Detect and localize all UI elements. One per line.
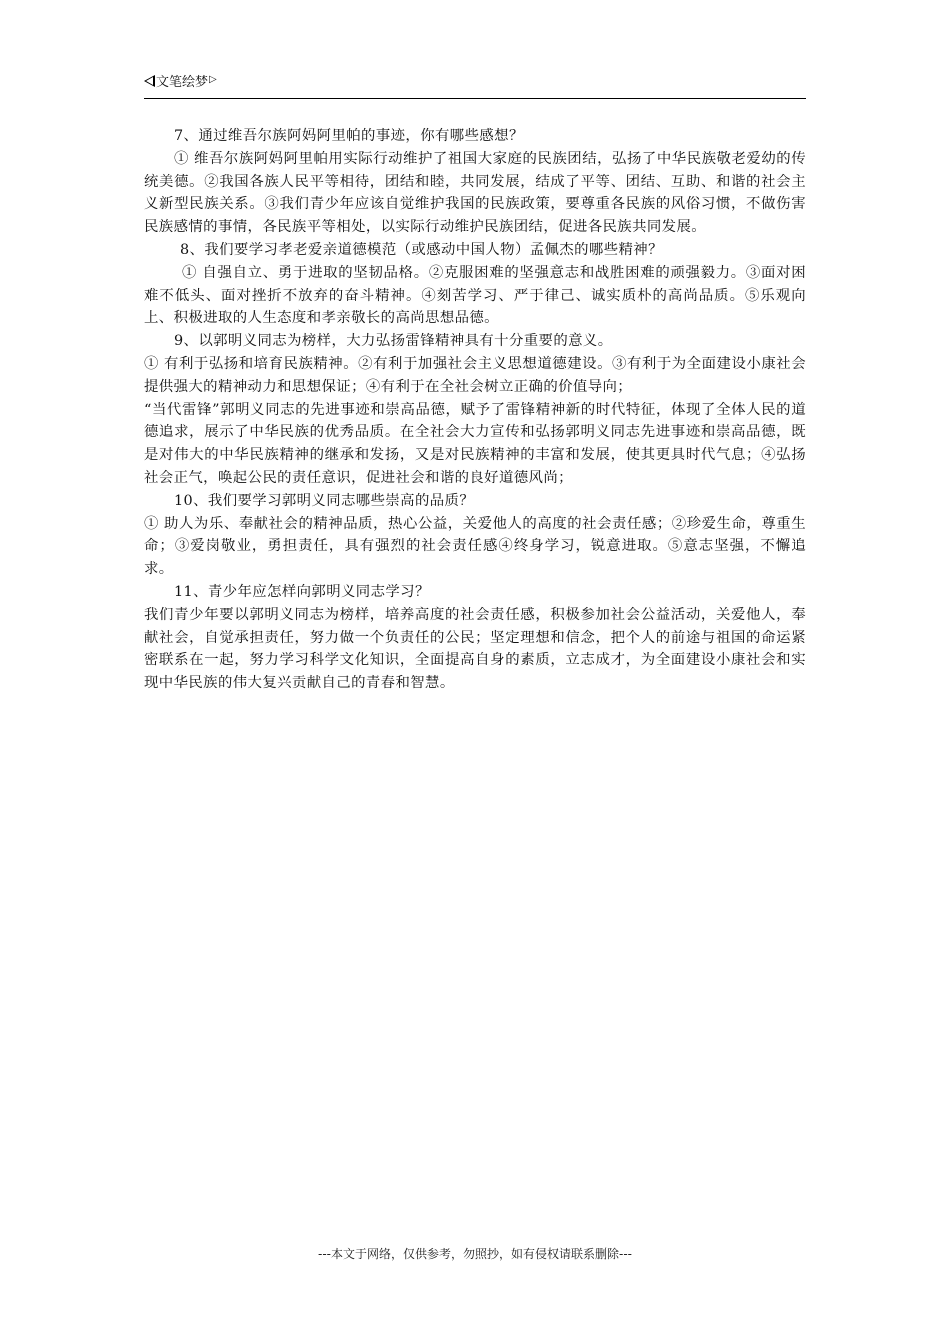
page-footer-disclaimer: ---本文于网络，仅供参考，勿照抄，如有侵权请联系删除---: [318, 1247, 632, 1261]
question-10: 10、我们要学习郭明义同志哪些崇高的品质？: [174, 492, 475, 509]
triangle-left-icon: [144, 75, 155, 87]
answer-9: ① 有利于弘扬和培育民族精神。②有利于加强社会主义思想道德建设。③有利于为全面建设小康社会提供强大的精神动力和思想保证；④有利于在全社会树立正确的价值导向；: [144, 355, 806, 395]
header-title-text: 文笔绘梦: [156, 75, 209, 90]
header-brand: [144, 74, 217, 93]
answer-9-extra: “当代雷锋”郭明义同志的先进事迹和崇高品德，赋予了雷锋精神新的时代特征，体现了全体人民的道德追求，展示了中华民族的优秀品质。在全社会大力宣传和弘扬郭明义同志先进事迹和崇高品德，既是对伟大的中华民族精神的继承和发扬，又是对民族精神的丰富和发展，使其更具时代气息；④弘扬社会正气，唤起公民的责任意识，促进社会和谐的良好道德风尚；: [144, 401, 806, 486]
answer-7: ① 维吾尔族阿妈阿里帕用实际行动维护了祖国大家庭的民族团结，弘扬了中华民族敬老爱幼的传统美德。②我国各族人民平等相待，团结和睦，共同发展，结成了平等、团结、互助、和谐的社会主义新型民族关系。③我们青少年应该自觉维护我国的民族政策，要尊重各民族的风俗习惯，不做伤害民族感情的事情，各民族平等相处，以实际行动维护民族团结，促进各民族共同发展。: [144, 150, 806, 236]
question-8: 8、我们要学习孝老爱亲道德模范（或感动中国人物）孟佩杰的哪些精神？: [180, 241, 663, 258]
document-body: [144, 125, 806, 695]
question-7: 7、通过维吾尔族阿妈阿里帕的事迹，你有哪些感想？: [174, 128, 524, 144]
triangle-right-icon: ▷: [209, 74, 217, 85]
question-11: 11、青少年应怎样向郭明义同志学习？: [174, 583, 430, 600]
page-header: [144, 72, 806, 99]
answer-8: ① 自强自立、勇于进取的坚韧品格。②克服困难的坚强意志和战胜困难的顽强毅力。③面对困难不低头、面对挫折不放弃的奋斗精神。④刻苦学习、严于律己、诚实质朴的高尚品质。⑤乐观向上、积极进取的人生态度和孝亲敬长的高尚思想品德。: [144, 264, 806, 327]
answer-10: ① 助人为乐、奉献社会的精神品质，热心公益，关爱他人的高度的社会责任感；②珍爱生命，尊重生命；③爱岗敬业，勇担责任，具有强烈的社会责任感④终身学习，锐意进取。⑤意志坚强，不懈追求。: [144, 515, 806, 578]
question-9: 9、以郭明义同志为榜样，大力弘扬雷锋精神具有十分重要的意义。: [174, 333, 613, 350]
answer-11: 我们青少年要以郭明义同志为榜样，培养高度的社会责任感，积极参加社会公益活动，关爱他人，奉献社会，自觉承担责任，努力做一个负责任的公民；坚定理想和信念，把个人的前途与祖国的命运紧密联系在一起，努力学习科学文化知识，全面提高自身的素质，立志成才，为全面建设小康社会和实现中华民族的伟大复兴贡献自己的青春和智慧。: [144, 606, 806, 692]
